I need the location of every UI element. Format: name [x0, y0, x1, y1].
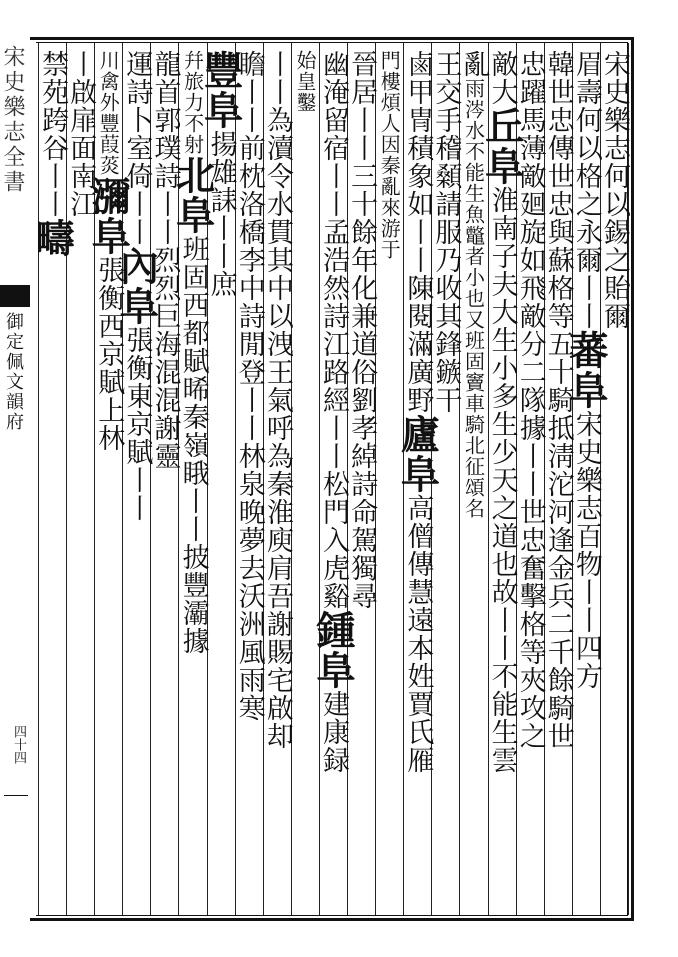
body-text: 班固西都賦晞秦嶺睋丨丨披豐灞據 — [177, 235, 209, 655]
body-text: 晉居丨丨三十餘年化兼道俗劉孝綽詩命駕獨尋 — [346, 50, 378, 610]
text-column — [261, 50, 293, 910]
text-column — [169, 50, 216, 910]
body-text: 高僧傳慧遠本姓賈氏雁 — [402, 494, 434, 774]
text-column — [292, 50, 318, 910]
body-text: 運詩卜室倚丨丨 — [121, 50, 153, 246]
body-text: 韓世忠傳世忠與蘇格等五十騎抵淸沱河逢金兵二千餘騎世 — [542, 50, 574, 750]
spine-text: 宋史樂志全書 — [0, 45, 25, 195]
body-text: 忠躍馬薄敵廻旋如飛敵分二隊據丨丨世忠奮擊格等夾攻之 — [514, 50, 546, 750]
body-text: 鹵甲冑積象如丨丨陳閱滿廣野 — [402, 50, 434, 414]
side-title: 御定佩文韻府 — [3, 312, 24, 432]
annotation-text: 川禽外豐葭菼 — [96, 50, 121, 176]
body-text: 禁苑跨谷丨丨 — [37, 50, 69, 218]
text-column — [458, 50, 490, 910]
text-column — [85, 50, 132, 910]
body-text: 丨啟扉面南江 — [65, 50, 97, 218]
entry-head: 丘阜 — [478, 106, 525, 186]
body-text: 宋史樂志何以錫之貽爾 — [598, 50, 630, 330]
annotation-text: 門樓煩人因秦亂來游于 — [377, 50, 402, 260]
text-column — [65, 50, 97, 910]
text-column — [346, 50, 378, 910]
page-number: 四十四 — [11, 725, 26, 764]
body-text: 王交手稽顙請服乃收其鋒鏃干 — [430, 50, 462, 414]
annotation-text: 雨涔水不能生魚鼈者小也又班固竇車騎北征頌名 — [461, 78, 486, 519]
entry-head: 鍾阜 — [310, 610, 357, 690]
body-text: 張衡東京賦丨丨 — [121, 326, 153, 522]
body-text: 淮南子夫大生小多生少天之道也故丨丨不能生雲 — [486, 186, 518, 774]
entry-head: 蕃阜 — [562, 330, 609, 410]
text-column — [542, 50, 574, 910]
text-column — [310, 50, 357, 910]
text-column — [149, 50, 181, 910]
text-column — [233, 50, 265, 910]
body-text: 張衡西京賦上林 — [93, 256, 125, 452]
annotation-text: 幷旅力不射 — [180, 50, 205, 155]
entry-head: 廬阜 — [394, 414, 441, 494]
page-number-mark — [4, 795, 28, 796]
spine-band — [0, 285, 30, 307]
body-text: 幽淹留宿丨丨孟浩然詩江路經丨丨松門入虎谿 — [318, 50, 350, 610]
entry-head: 豐阜 — [197, 50, 244, 130]
text-column — [376, 50, 402, 910]
body-text: 亂 — [458, 50, 490, 78]
annotation-text: 始皇鑿 — [292, 50, 317, 113]
text-column — [478, 50, 525, 910]
body-text: 敵大 — [486, 50, 518, 106]
entry-head: 內阜 — [113, 246, 160, 326]
body-text: 揚雄誄丨丨庶 — [205, 130, 237, 298]
body-text: 瞻丨丨前枕洛橋李中詩閒登丨丨林泉晚夢去沃洲風雨寒 — [233, 50, 265, 722]
text-column — [394, 50, 441, 910]
text-column — [562, 50, 609, 910]
entry-head: 疇 — [29, 218, 76, 258]
body-text: 宋史樂志百物丨丨四方 — [570, 410, 602, 690]
entry-head: 瀰阜 — [85, 176, 132, 256]
entry-head: 北阜 — [169, 155, 216, 235]
body-text: 龍首郭璞詩丨丨烈烈巨海混混謝靈 — [149, 50, 181, 470]
text-column — [29, 50, 76, 910]
body-text: 丨丨為瀆令水貫其中以洩王氣呼為秦淮庾肩吾謝賜宅啟却 — [261, 50, 293, 750]
text-column — [598, 50, 630, 910]
body-text: 建康録 — [318, 690, 350, 774]
body-text: 眉壽何以格之永爾丨丨 — [570, 50, 602, 330]
